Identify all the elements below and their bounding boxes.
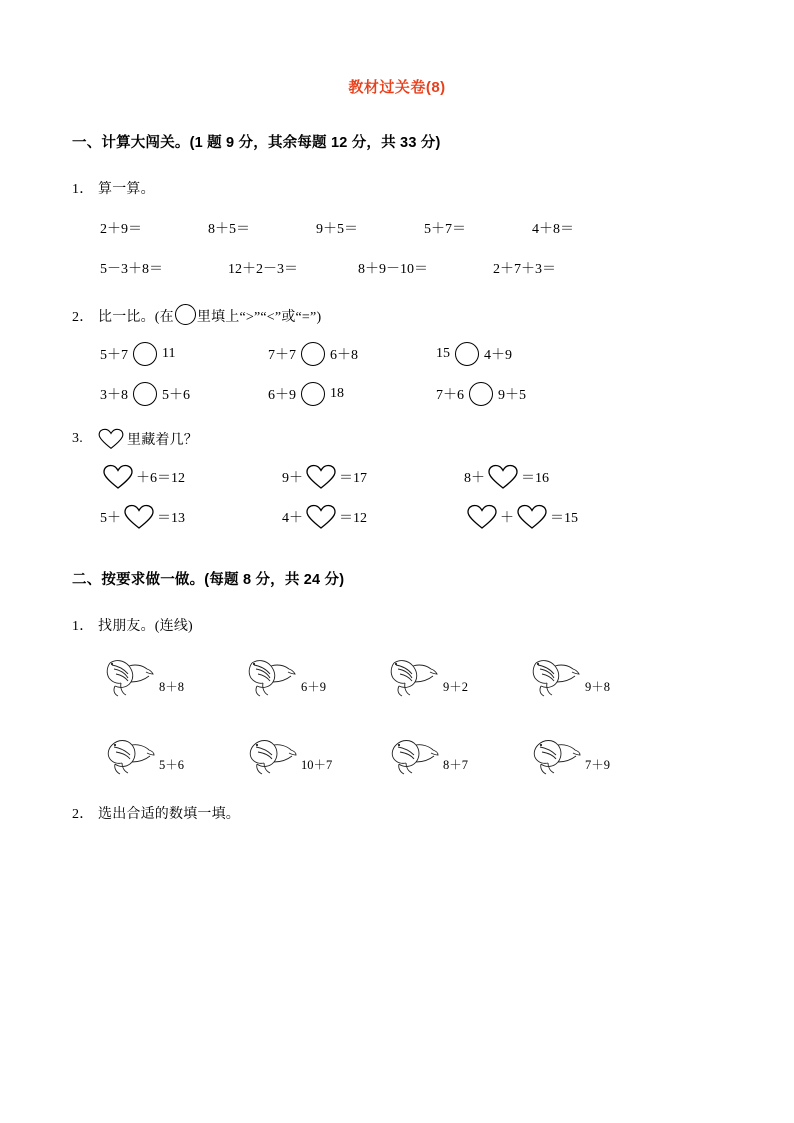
bird-label: 8＋7 [443,758,469,772]
bird-item[interactable] [100,733,242,777]
heart-item [464,464,646,490]
question-number: 1． [72,619,94,634]
heart-equation-prefix: 8＋ [464,471,485,486]
heart-equation-text: ＝15 [550,511,578,526]
bird-icon [242,655,298,699]
bird-icon [384,733,440,777]
heart-row-1 [72,464,722,490]
calc-item: 5＋7＝ [424,222,466,237]
bird-label: 8＋8 [159,680,185,694]
circle-blank-icon[interactable] [469,382,493,406]
calc-item: 9＋5＝ [316,222,358,237]
question-text-suffix: 里填上“>”“<”或“=”) [196,310,322,325]
compare-right: 5＋6 [162,388,190,403]
heart-item [100,464,282,490]
calc-item: 2＋7＋3＝ [493,262,556,277]
bird-item[interactable] [100,655,242,699]
question-number: 2． [72,310,94,325]
bird-icon [100,655,156,699]
heart-icon[interactable] [467,504,497,530]
heart-icon [98,428,124,450]
question-1-3-prompt [72,428,722,450]
heart-icon[interactable] [306,464,336,490]
compare-left: 15 [436,346,450,361]
bird-icon [100,733,156,777]
question-number: 2． [72,807,94,822]
heart-item [100,504,282,530]
circle-blank-icon[interactable] [133,382,157,406]
heart-item [282,464,464,490]
compare-item [100,382,268,406]
compare-item [436,382,604,406]
heart-item [464,504,646,530]
question-text: 算一算。 [98,182,155,197]
heart-equation-text: ＝12 [339,511,367,526]
calc-item: 2＋9＝ [100,222,142,237]
heart-icon[interactable] [103,464,133,490]
bird-label: 5＋6 [159,758,185,772]
compare-row-2 [72,382,722,406]
calc-item: 8＋9－10＝ [358,262,428,277]
heart-icon[interactable] [124,504,154,530]
bird-icon [242,733,298,777]
heart-icon[interactable] [306,504,336,530]
question-text-suffix: 里藏着几？ [127,433,198,448]
calc-item: 5－3＋8＝ [100,262,163,277]
question-2-1-prompt [72,615,722,635]
question-2-2-prompt [72,803,722,823]
circle-blank-icon[interactable] [455,342,479,366]
compare-right: 11 [162,346,176,361]
compare-right: 4＋9 [484,348,512,363]
heart-icon[interactable] [517,504,547,530]
compare-item [268,382,436,406]
heart-equation-prefix: 9＋ [282,471,303,486]
heart-equation-text: ＋6＝12 [136,471,185,486]
heart-equation-text: ＝13 [157,511,185,526]
heart-equation-text: ＋ [500,511,514,526]
bird-icon [526,655,582,699]
heart-icon[interactable] [488,464,518,490]
bird-label: 9＋8 [585,680,611,694]
compare-item [100,342,268,366]
bird-icon [526,733,582,777]
question-text: 选出合适的数填一填。 [98,807,240,822]
circle-blank-icon[interactable] [301,342,325,366]
bird-item[interactable] [384,655,526,699]
heart-equation-prefix: 5＋ [100,511,121,526]
bird-item[interactable] [242,655,384,699]
circle-blank-icon [175,304,196,325]
question-number: 3. [72,431,83,446]
section-heading-1: 一、计算大闯关。(1 题 9 分，其余每题 12 分，共 33 分) [72,135,441,151]
heart-equation-text: ＝17 [339,471,367,486]
bird-item[interactable] [526,733,668,777]
calc-item: 4＋8＝ [532,222,574,237]
compare-right: 9＋5 [498,388,526,403]
compare-left: 5＋7 [100,348,128,363]
page-title: 教材过关卷(8) [348,79,446,96]
question-1-2-prompt [72,304,722,326]
compare-right: 6＋8 [330,348,358,363]
question-number: 1． [72,182,94,197]
compare-item [268,342,436,366]
bird-label: 9＋2 [443,680,469,694]
bird-label: 7＋9 [585,758,611,772]
heart-equation-prefix: 4＋ [282,511,303,526]
calc-row-2 [72,258,722,278]
bird-icon [384,655,440,699]
circle-blank-icon[interactable] [301,382,325,406]
calc-item: 8＋5＝ [208,222,250,237]
section-heading-2: 二、按要求做一做。(每题 8 分，共 24 分) [72,572,345,588]
question-text: 找朋友。(连线) [98,619,193,634]
bird-label: 6＋9 [301,680,327,694]
compare-left: 7＋7 [268,348,296,363]
bird-row-top [72,655,722,699]
circle-blank-icon[interactable] [133,342,157,366]
bird-item[interactable] [526,655,668,699]
compare-item [436,342,604,366]
compare-row-1 [72,342,722,366]
bird-label: 10＋7 [301,758,333,772]
bird-item[interactable] [384,733,526,777]
calc-row-1 [72,218,722,238]
question-1-1-prompt [72,178,722,198]
compare-left: 7＋6 [436,388,464,403]
compare-left: 6＋9 [268,388,296,403]
heart-equation-text: ＝16 [521,471,549,486]
heart-row-2 [72,504,722,530]
compare-left: 3＋8 [100,388,128,403]
heart-item [282,504,464,530]
bird-row-bottom [72,733,722,777]
calc-item: 12＋2－3＝ [228,262,298,277]
compare-right: 18 [330,386,344,401]
question-text-prefix: 比一比。(在 [98,310,174,325]
bird-item[interactable] [242,733,384,777]
